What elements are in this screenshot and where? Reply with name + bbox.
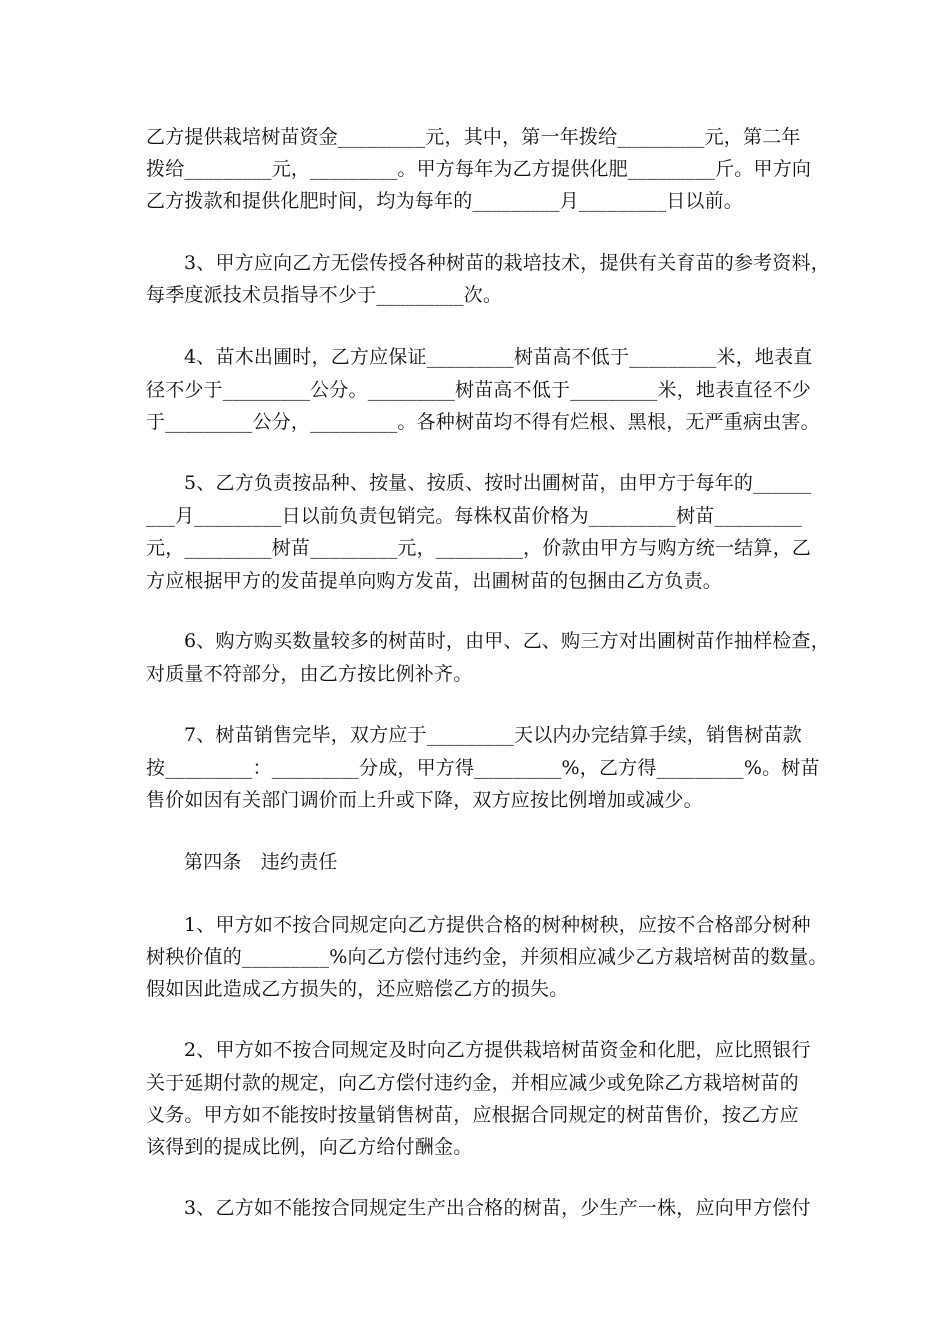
text-line: 1、甲方如不按合同规定向乙方提供合格的树种树秧，应按不合格部分树种	[184, 914, 811, 936]
text-line: 关于延期付款的规定，向乙方偿付违约金，并相应减少或免除乙方栽培树苗的	[146, 1072, 799, 1094]
text-line: 该得到的提成比例，向乙方给付酬金。	[146, 1136, 473, 1158]
text-line: 乙方拨款和提供化肥时间，均为每年的_________月_________日以前。	[146, 190, 744, 212]
text-line: 7、树苗销售完毕，双方应于_________天以内办完结算手续，销售树苗款	[184, 724, 802, 746]
text-line: 每季度派技术员指导不少于_________次。	[146, 284, 503, 306]
text-line: 按_________：_________分成，甲方得_________%，乙方得_________%。树苗	[146, 757, 820, 779]
text-line: 元，_________树苗_________元，_________，价款由甲方与购方统一结算，乙	[146, 537, 812, 559]
text-line: 3、乙方如不能按合同规定生产出合格的树苗，少生产一株，应向甲方偿付	[184, 1197, 811, 1219]
text-line: 假如因此造成乙方损失的，还应赔偿乙方的损失。	[146, 978, 569, 1000]
text-line: 4、苗木出圃时，乙方应保证_________树苗高不低于_________米，地表直	[184, 346, 813, 368]
text-line: 6、购方购买数量较多的树苗时，由甲、乙、购三方对出圃树苗作抽样检查，	[184, 630, 830, 652]
text-line: 径不少于_________公分。_________树苗高不低于_________米，地表直径不少	[146, 379, 812, 401]
text-line: 对质量不符部分，由乙方按比例补齐。	[146, 663, 473, 685]
text-line: 树秧价值的_________%向乙方偿付违约金，并须相应减少乙方栽培树苗的数量。	[146, 946, 828, 968]
text-line: 义务。甲方如不能按时按量销售树苗，应根据合同规定的树苗售价，按乙方应	[146, 1104, 799, 1126]
text-line: ___月_________日以前负责包销完。每株权苗价格为_________树苗_________	[146, 505, 802, 527]
text-line: 方应根据甲方的发苗提单向购方发苗，出圃树苗的包捆由乙方负责。	[146, 570, 723, 592]
text-line: 2、甲方如不按合同规定及时向乙方提供栽培树苗资金和化肥，应比照银行	[184, 1039, 811, 1061]
section-heading: 第四条 违约责任	[184, 851, 338, 873]
text-line: 5、乙方负责按品种、按量、按质、按时出圃树苗，由甲方于每年的______	[184, 472, 812, 494]
text-line: 拨给_________元，_________。甲方每年为乙方提供化肥_________斤。甲方向	[146, 158, 812, 180]
text-line: 售价如因有关部门调价而上升或下降，双方应按比例增加或减少。	[146, 789, 703, 811]
text-line: 于_________公分，_________。各种树苗均不得有烂根、黑根，无严重病虫害。	[146, 411, 820, 433]
text-line: 乙方提供栽培树苗资金_________元，其中，第一年拨给_________元，第二年	[146, 126, 801, 148]
text-line: 3、甲方应向乙方无偿传授各种树苗的栽培技术，提供有关育苗的参考资料，	[184, 252, 830, 274]
